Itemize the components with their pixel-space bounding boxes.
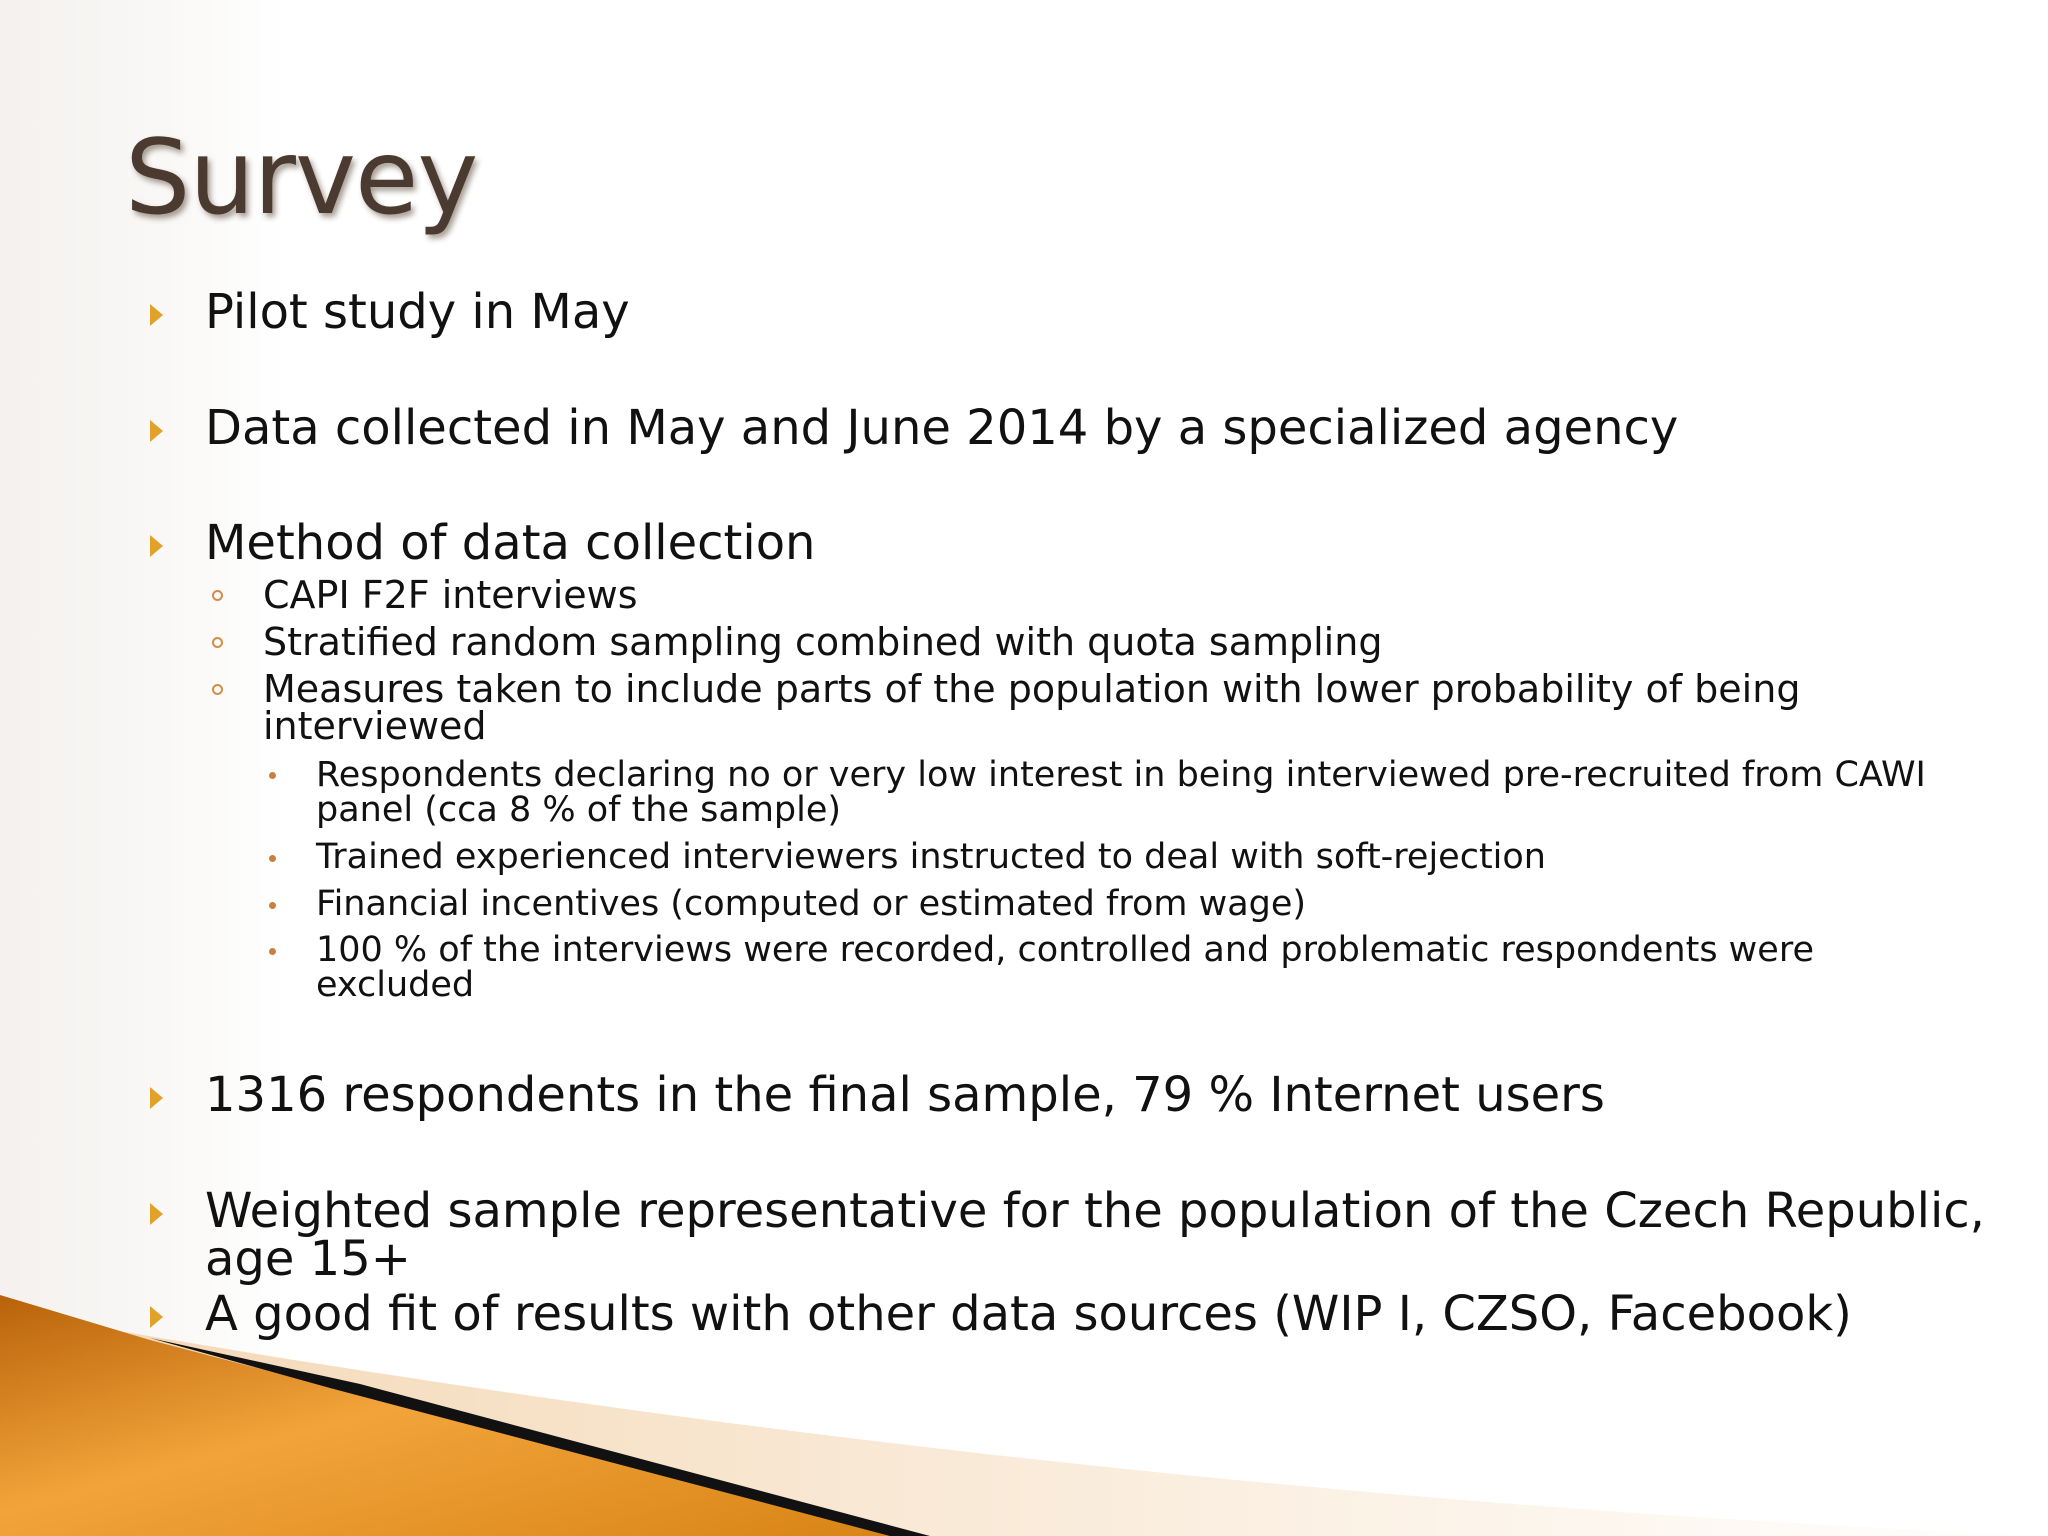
method-item-capi: CAPI F2F interviews	[263, 573, 638, 617]
bullet-good-fit: A good fit of results with other data sources (WIP I, CZSO, Facebook)	[205, 1286, 1852, 1342]
arrow-bullet-icon	[150, 420, 163, 442]
bullet-data-collected: Data collected in May and June 2014 by a specialized agency	[205, 400, 1679, 456]
ring-bullet-icon	[212, 684, 223, 695]
dot-bullet-icon	[269, 948, 276, 955]
method-item-sampling: Stratified random sampling combined with quota sampling	[263, 620, 1383, 664]
arrow-bullet-icon	[150, 1306, 163, 1328]
dot-bullet-icon	[269, 855, 276, 862]
measure-item-recorded-cont: excluded	[316, 965, 475, 1005]
bullet-weighted-sample: Weighted sample representative for the population of the Czech Republic,	[205, 1183, 1985, 1239]
bullet-pilot-study: Pilot study in May	[205, 284, 630, 340]
bullet-method: Method of data collection	[205, 515, 816, 571]
method-item-measures: Measures taken to include parts of the population with lower probability of being	[263, 667, 1801, 711]
measure-item-interviewers: Trained experienced interviewers instructed to deal with soft-rejection	[316, 837, 1546, 877]
arrow-bullet-icon	[150, 1203, 163, 1225]
arrow-bullet-icon	[150, 1087, 163, 1109]
measure-item-respondents: Respondents declaring no or very low interest in being interviewed pre-recruited from CAWI	[316, 755, 1926, 795]
slide-title: Survey	[125, 118, 478, 238]
ring-bullet-icon	[212, 637, 223, 648]
dot-bullet-icon	[269, 902, 276, 909]
dot-bullet-icon	[269, 772, 276, 779]
method-item-measures-cont: interviewed	[263, 704, 487, 748]
bullet-weighted-sample-cont: age 15+	[205, 1231, 411, 1287]
measure-item-recorded: 100 % of the interviews were recorded, controlled and problematic respondents were	[316, 930, 1814, 970]
arrow-bullet-icon	[150, 304, 163, 326]
arrow-bullet-icon	[150, 535, 163, 557]
measure-item-respondents-cont: panel (cca 8 % of the sample)	[316, 790, 842, 830]
bullet-respondents: 1316 respondents in the final sample, 79 % Internet users	[205, 1067, 1605, 1123]
ring-bullet-icon	[212, 590, 223, 601]
measure-item-incentives: Financial incentives (computed or estimated from wage)	[316, 884, 1307, 924]
